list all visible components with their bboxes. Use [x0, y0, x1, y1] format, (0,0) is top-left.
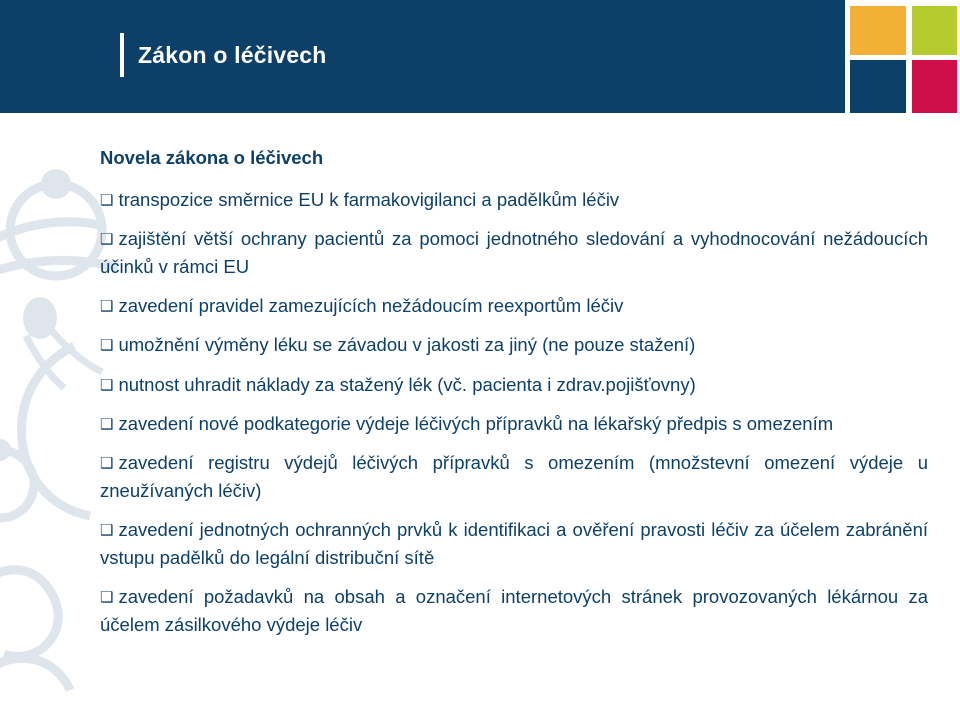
- bullet-text: zavedení nové podkategorie výdeje léčivých přípravků na lékařský předpis s omezením: [118, 412, 834, 434]
- bullet-text: transpozice směrnice EU k farmakovigilanci a padělkům léčiv: [118, 189, 620, 211]
- bullet-text: zavedení registru výdejů léčivých přípravků s omezením (množstevní omezení výdeje u zneužívaných léčiv): [100, 451, 928, 501]
- bullet-text: nutnost uhradit náklady za stažený lék (vč. pacienta i zdrav.pojišťovny): [118, 373, 696, 395]
- bullet-text: zavedení pravidel zamezujících nežádoucím reexportům léčiv: [118, 295, 624, 317]
- bullet-icon: ❑: [100, 415, 114, 433]
- bullet-icon: ❑: [100, 298, 114, 316]
- bullet-item-8: [100, 516, 928, 572]
- bullet-icon: ❑: [100, 337, 114, 355]
- bullet-icon: ❑: [100, 192, 114, 210]
- header-bar: [0, 0, 845, 113]
- content-subtitle: Novela zákona o léčivech: [100, 147, 324, 168]
- bullet-item-7: [100, 449, 928, 505]
- bullet-item-5: [100, 371, 928, 399]
- bullet-item-6: [100, 410, 928, 438]
- bullet-text: umožnění výměny léku se závadou v jakosti za jiný (ne pouze stažení): [118, 334, 696, 356]
- bullet-item-4: [100, 331, 928, 359]
- bullet-item-3: [100, 292, 928, 320]
- bullet-icon: ❑: [100, 522, 114, 540]
- bullet-item-9: [100, 583, 928, 639]
- bullet-icon: ❑: [100, 376, 114, 394]
- corner-square-red: [912, 60, 957, 113]
- bullet-icon: ❑: [100, 231, 114, 249]
- header-accent-line: [120, 33, 124, 77]
- corner-square-green: [912, 6, 957, 55]
- corner-square-blue: [850, 60, 906, 113]
- corner-square-yellow: [850, 6, 906, 55]
- bullet-text: zavedení požadavků na obsah a označení internetových stránek provozovaných lékárnou za účelem zásilkového výdeje léčiv: [100, 586, 928, 636]
- page-title: Zákon o léčivech: [138, 42, 327, 68]
- bullet-icon: ❑: [100, 589, 114, 607]
- bullet-text: zajištění větší ochrany pacientů za pomoci jednotného sledování a vyhodnocování nežádoucích účinků v rámci EU: [100, 228, 928, 278]
- bullet-item-2: [100, 225, 928, 281]
- slide-content: [100, 146, 928, 639]
- bullet-text: zavedení jednotných ochranných prvků k identifikaci a ověření pravosti léčiv za účelem zabránění vstupu padělků do legální distribuční sítě: [100, 519, 928, 569]
- bullet-item-1: [100, 186, 928, 214]
- bullet-icon: ❑: [100, 454, 114, 472]
